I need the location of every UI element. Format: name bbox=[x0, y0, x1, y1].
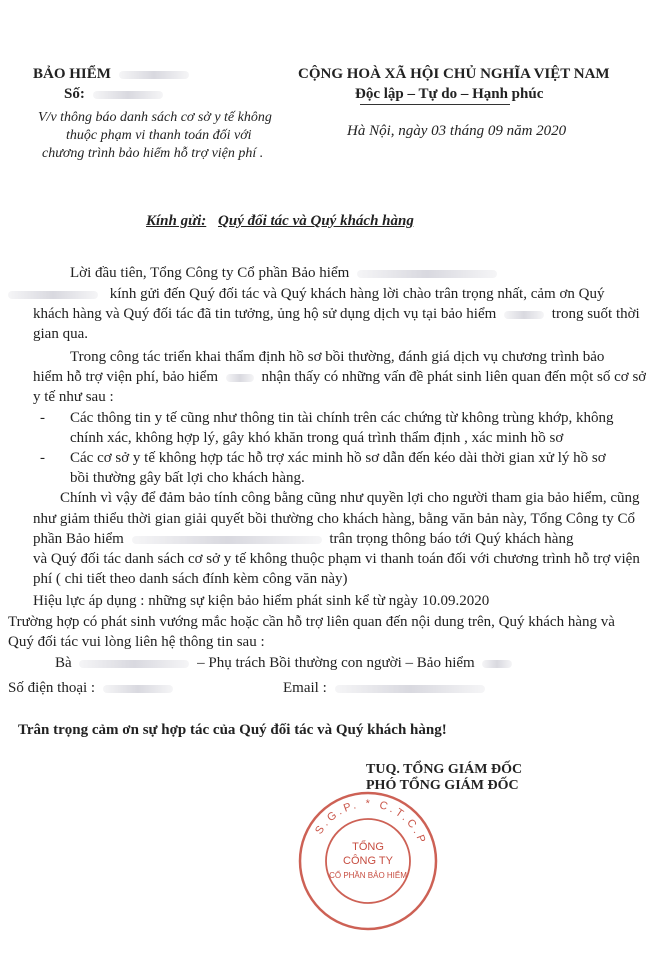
bullet-2-line-2: bồi thường gây bất lợi cho khách hàng. bbox=[70, 470, 305, 486]
stamp-line-3: CỔ PHẦN BẢO HIỂM bbox=[329, 871, 407, 880]
company-stamp bbox=[297, 790, 439, 932]
p2-line-1: Trong công tác triển khai thẩm định hồ sơ bồi thường, đánh giá dịch vụ chương trình bảo bbox=[70, 349, 605, 365]
p1-line-4: gian qua. bbox=[33, 326, 88, 342]
greeting: Kính gửi: Quý đối tác và Quý khách hàng bbox=[146, 213, 414, 229]
p3-line-4: và Quý đối tác danh sách cơ sở y tế không thuộc phạm vi thanh toán đối với chương trình hỗ trợ viện bbox=[33, 551, 640, 567]
contact-phone: Số điện thoại : bbox=[8, 680, 173, 697]
contact-person: Bà – Phụ trách Bồi thường con người – Bảo hiểm bbox=[55, 655, 512, 672]
stamp-ring-text: S.G.P. * C.T.C.P bbox=[313, 797, 429, 848]
p2-line-2: hiểm hỗ trợ viện phí, bảo hiểm nhận thấy có những vấn đề phát sinh liên quan đến một số cơ sở bbox=[33, 369, 646, 385]
document-page: BẢO HIỂM Số: V/v thông báo danh sách cơ sở y tế không thuộc phạm vi thanh toán đối với chương trình bảo hiểm hỗ trợ viện phí . CỘNG HOÀ XÃ HỘI CHỦ NGHĨA VIỆT NAM Độc lập – Tự do – Hạnh phúc Hà Nội, ngày 03 tháng 09 năm 2020 Kính gửi: Quý đối tác và Quý khách hàng Lời đầu tiên, Tổng Công ty Cổ phần Bảo hiểm kính gửi đến Quý đối tác và Quý khách hàng lời chào trân trọng nhất, cảm ơn Quý khách hàng và Quý đối tác đã tin tưởng, ủng hộ sử dụng dịch vụ tại bảo hiểm trong suốt thời gian qua. Trong công tác triển khai thẩm định hồ sơ bồi thường, đánh giá dịch vụ chương trình bảo hiểm hỗ trợ viện phí, bảo hiểm nhận thấy có những vấn đề phát sinh liên quan đến một số cơ sở y tế như sau : - Các thông tin y tế cũng như thông tin tài chính trên các chứng từ không trùng khớp, không chính xác, không hợp lý, gây khó khăn trong quá trình thẩm định , xác minh hồ sơ - Các cơ sở y tế không hợp tác hỗ trợ xác minh hồ sơ dẫn đến kéo dài thời gian xử lý hồ sơ bồi thường gây bất lợi cho khách hàng. Chính vì vậy để đảm bảo tính công bằng cũng như quyền lợi cho người tham gia bảo hiểm, cũng như giảm thiểu thời gian giải quyết bồi thường cho khách hàng, bằng văn bản này, Tổng Công ty Cổ phần Bảo hiểm trân trọng thông báo tới Quý khách hàng và Quý đối tác danh sách cơ sở y tế không thuộc phạm vi thanh toán đối với chương trình hỗ trợ viện phí ( chi tiết theo danh sách đính kèm công văn này) Hiệu lực áp dụng : những sự kiện bảo hiểm phát sinh kể từ ngày 10.09.2020 Trường hợp có phát sinh vướng mắc hoặc cần hỗ trợ liên quan đến nội dung trên, Quý khách hàng và Quý đối tác vui lòng liên hệ thông tin sau : Bà – Phụ trách Bồi thường con người – Bảo hiểm Số điện thoại : Email : Trân trọng cảm ơn sự hợp tác của Quý đối tác và Quý khách hàng! TUQ. TỔNG GIÁM ĐỐC PHÓ TỔNG GIÁM ĐỐC S.G.P. * C.T.C.P TỔNG CÔNG TY CỔ PHẦN BẢO HIỂM bbox=[0, 0, 622, 969]
bullet-1-line-2: chính xác, không hợp lý, gây khó khăn trong quá trình thẩm định , xác minh hồ sơ bbox=[70, 430, 564, 446]
contact-email: Email : bbox=[283, 680, 485, 697]
national-motto: Độc lập – Tự do – Hạnh phúc bbox=[355, 86, 544, 102]
org-name: BẢO HIỂM bbox=[33, 66, 189, 83]
p1-line-3: khách hàng và Quý đối tác đã tin tưởng, ủng hộ sử dụng dịch vụ tại bảo hiểm trong suốt thời bbox=[33, 306, 640, 322]
signature-title-2: PHÓ TỔNG GIÁM ĐỐC bbox=[366, 778, 519, 793]
p3-line-2: như giảm thiểu thời gian giải quyết bồi thường cho khách hàng, bằng văn bản này, Tổng Công ty Cổ bbox=[33, 511, 636, 527]
p1-line-2: kính gửi đến Quý đối tác và Quý khách hàng lời chào trân trọng nhất, cảm ơn Quý bbox=[8, 286, 604, 303]
document-number: Số: bbox=[64, 86, 163, 103]
motto-underline bbox=[360, 104, 510, 105]
p3-line-1: Chính vì vậy để đảm bảo tính công bằng cũng như quyền lợi cho người tham gia bảo hiểm, cũng bbox=[60, 490, 640, 506]
p2-line-3: y tế như sau : bbox=[33, 389, 114, 405]
effective-date: Hiệu lực áp dụng : những sự kiện bảo hiểm phát sinh kể từ ngày 10.09.2020 bbox=[33, 593, 490, 609]
p3-line-3: phần Bảo hiểm trân trọng thông báo tới Quý khách hàng bbox=[33, 531, 574, 547]
p1-line-1: Lời đầu tiên, Tổng Công ty Cổ phần Bảo hiểm bbox=[70, 265, 497, 282]
place-date: Hà Nội, ngày 03 tháng 09 năm 2020 bbox=[347, 123, 567, 139]
contact-intro-line-1: Trường hợp có phát sinh vướng mắc hoặc cần hỗ trợ liên quan đến nội dung trên, Quý khách hàng và bbox=[8, 614, 615, 630]
signature-title-1: TUQ. TỔNG GIÁM ĐỐC bbox=[366, 762, 523, 777]
redaction bbox=[119, 71, 189, 79]
stamp-line-1: TỔNG bbox=[352, 841, 384, 853]
redaction bbox=[93, 91, 163, 99]
closing: Trân trọng cảm ơn sự hợp tác của Quý đối tác và Quý khách hàng! bbox=[18, 722, 447, 738]
bullet-2-line-1: Các cơ sở y tế không hợp tác hỗ trợ xác minh hồ sơ dẫn đến kéo dài thời gian xử lý hồ sơ bbox=[70, 450, 606, 466]
stamp-line-2: CÔNG TY bbox=[343, 855, 393, 867]
p3-line-5: phí ( chi tiết theo danh sách đính kèm công văn này) bbox=[33, 571, 348, 587]
bullet-1-line-1: Các thông tin y tế cũng như thông tin tài chính trên các chứng từ không trùng khớp, không bbox=[70, 410, 614, 426]
contact-intro-line-2: Quý đối tác vui lòng liên hệ thông tin sau : bbox=[8, 634, 265, 650]
country-name: CỘNG HOÀ XÃ HỘI CHỦ NGHĨA VIỆT NAM bbox=[298, 66, 610, 82]
